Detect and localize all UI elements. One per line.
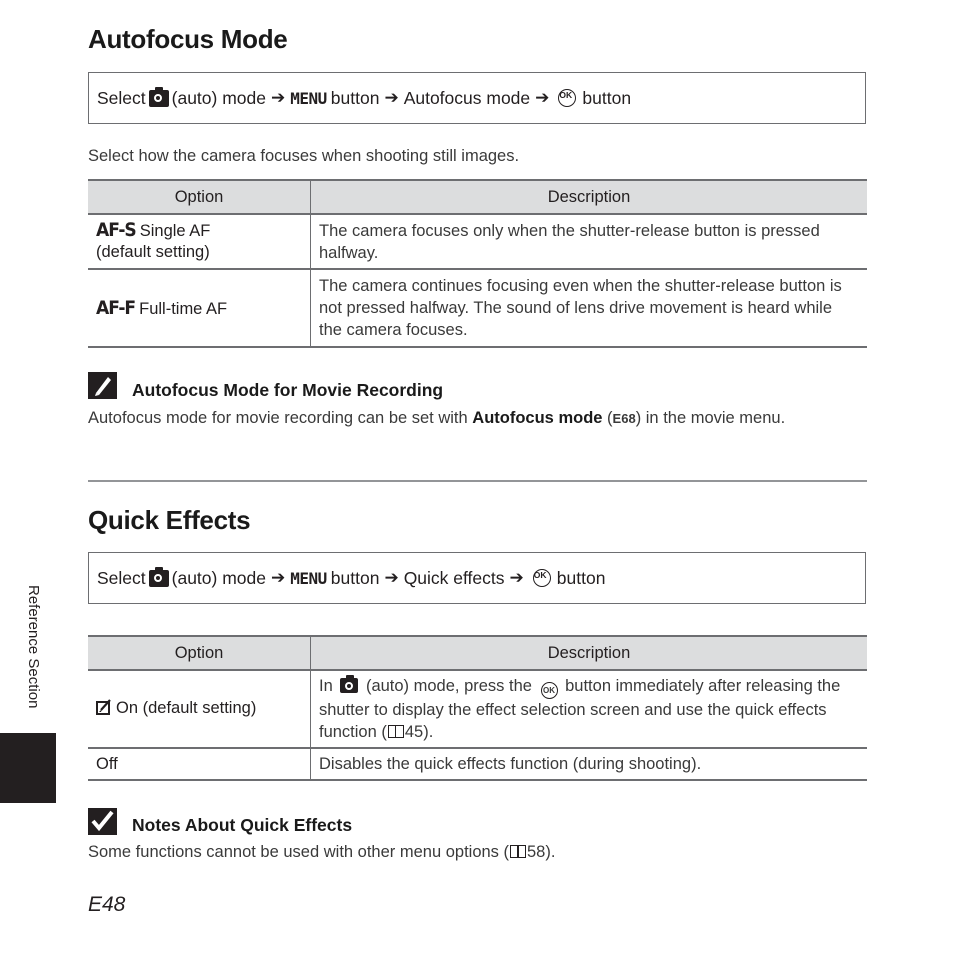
column-header-description: Description xyxy=(311,180,868,214)
autofocus-options-table xyxy=(88,179,867,348)
sidebar-tab-marker xyxy=(0,733,56,803)
option-cell xyxy=(88,670,311,748)
table-header-row xyxy=(88,180,867,214)
book-reference-icon xyxy=(510,845,526,858)
path-button-text: button xyxy=(330,87,380,108)
quick-effects-icon xyxy=(96,699,112,720)
menu-path-autofocus xyxy=(88,72,866,124)
option-label: On (default setting) xyxy=(116,698,257,717)
option-cell: Off xyxy=(88,748,311,780)
quick-effects-options-table xyxy=(88,635,867,781)
description-part: (auto) mode, press the xyxy=(361,676,537,695)
table-row xyxy=(88,269,867,347)
description-part: ). xyxy=(423,723,434,742)
note-text-part: ( xyxy=(602,409,613,427)
description-ref: 45 xyxy=(404,723,424,742)
pencil-note-icon xyxy=(88,372,117,399)
path-item-text: Autofocus mode xyxy=(403,87,531,108)
description-cell: Disables the quick effects function (during shooting). xyxy=(311,748,868,780)
ok-button-icon: OK xyxy=(541,682,558,699)
af-s-icon: AF-S xyxy=(96,219,136,241)
note-bold-text: Autofocus mode xyxy=(472,409,603,427)
option-label: Single AF xyxy=(139,222,211,240)
description-cell: The camera focuses only when the shutter-release button is pressed halfway. xyxy=(311,214,868,269)
intro-text: Select how the camera focuses when shooting still images. xyxy=(88,147,520,165)
note-text-part: ). xyxy=(545,843,556,861)
sidebar-section-label: Reference Section xyxy=(25,585,42,709)
camera-icon xyxy=(149,90,169,107)
option-cell xyxy=(88,214,311,269)
menu-button-icon: MENU xyxy=(290,88,327,108)
path-button-text: button xyxy=(330,567,380,588)
ok-button-icon: OK xyxy=(558,89,576,107)
option-cell xyxy=(88,269,311,347)
section-title-quick-effects: Quick Effects xyxy=(88,505,251,535)
arrow-right-icon: ➔ xyxy=(535,88,550,107)
table-row xyxy=(88,214,867,269)
table-row xyxy=(88,748,867,780)
note-title-quick-effects: Notes About Quick Effects xyxy=(132,815,353,835)
book-reference-icon xyxy=(388,725,404,738)
camera-icon xyxy=(340,678,358,693)
camera-icon xyxy=(149,570,169,587)
path-select-text: Select xyxy=(97,567,146,588)
table-header-row xyxy=(88,636,867,670)
note-text-quick-effects xyxy=(88,843,555,862)
path-mode-text: (auto) mode xyxy=(171,567,266,588)
column-header-option: Option xyxy=(88,180,311,214)
table-row xyxy=(88,670,867,748)
arrow-right-icon: ➔ xyxy=(271,88,286,107)
note-ref: 58 xyxy=(527,843,546,861)
note-text-part: Autofocus mode for movie recording can be set with xyxy=(88,409,473,427)
description-part: button immediately after releasing the shutter to display the effect selection screen and use the quick effects function ( xyxy=(319,676,841,742)
description-part: In xyxy=(319,676,338,695)
path-select-text: Select xyxy=(97,87,146,108)
path-item-text: Quick effects xyxy=(403,567,505,588)
e-reference-icon: E68 xyxy=(612,411,636,426)
af-f-icon: AF-F xyxy=(96,297,136,319)
ok-button-icon: OK xyxy=(533,569,551,587)
column-header-description: Description xyxy=(311,636,868,670)
description-cell xyxy=(311,670,868,748)
section-divider xyxy=(88,480,867,482)
path-button-text: button xyxy=(582,87,632,108)
note-text-part: ) in the movie menu. xyxy=(635,409,786,427)
column-header-option: Option xyxy=(88,636,311,670)
description-cell: The camera continues focusing even when the shutter-release button is not pressed halfway. The sound of lens drive movement is heard while the camera focuses. xyxy=(311,269,868,347)
note-text-part: Some functions cannot be used with other menu options ( xyxy=(88,843,509,861)
arrow-right-icon: ➔ xyxy=(384,568,399,587)
arrow-right-icon: ➔ xyxy=(509,568,524,587)
note-text-movie xyxy=(88,409,785,428)
page-number: E48 xyxy=(88,893,126,916)
note-title-movie: Autofocus Mode for Movie Recording xyxy=(132,380,444,400)
arrow-right-icon: ➔ xyxy=(384,88,399,107)
checkmark-caution-icon xyxy=(88,808,117,835)
path-button-text: button xyxy=(556,567,606,588)
menu-path-quick-effects xyxy=(88,552,866,604)
arrow-right-icon: ➔ xyxy=(271,568,286,587)
path-mode-text: (auto) mode xyxy=(171,87,266,108)
section-title-autofocus: Autofocus Mode xyxy=(88,24,288,54)
option-sublabel: (default setting) xyxy=(96,243,210,261)
menu-button-icon: MENU xyxy=(290,568,327,588)
option-label: Full-time AF xyxy=(139,300,228,318)
